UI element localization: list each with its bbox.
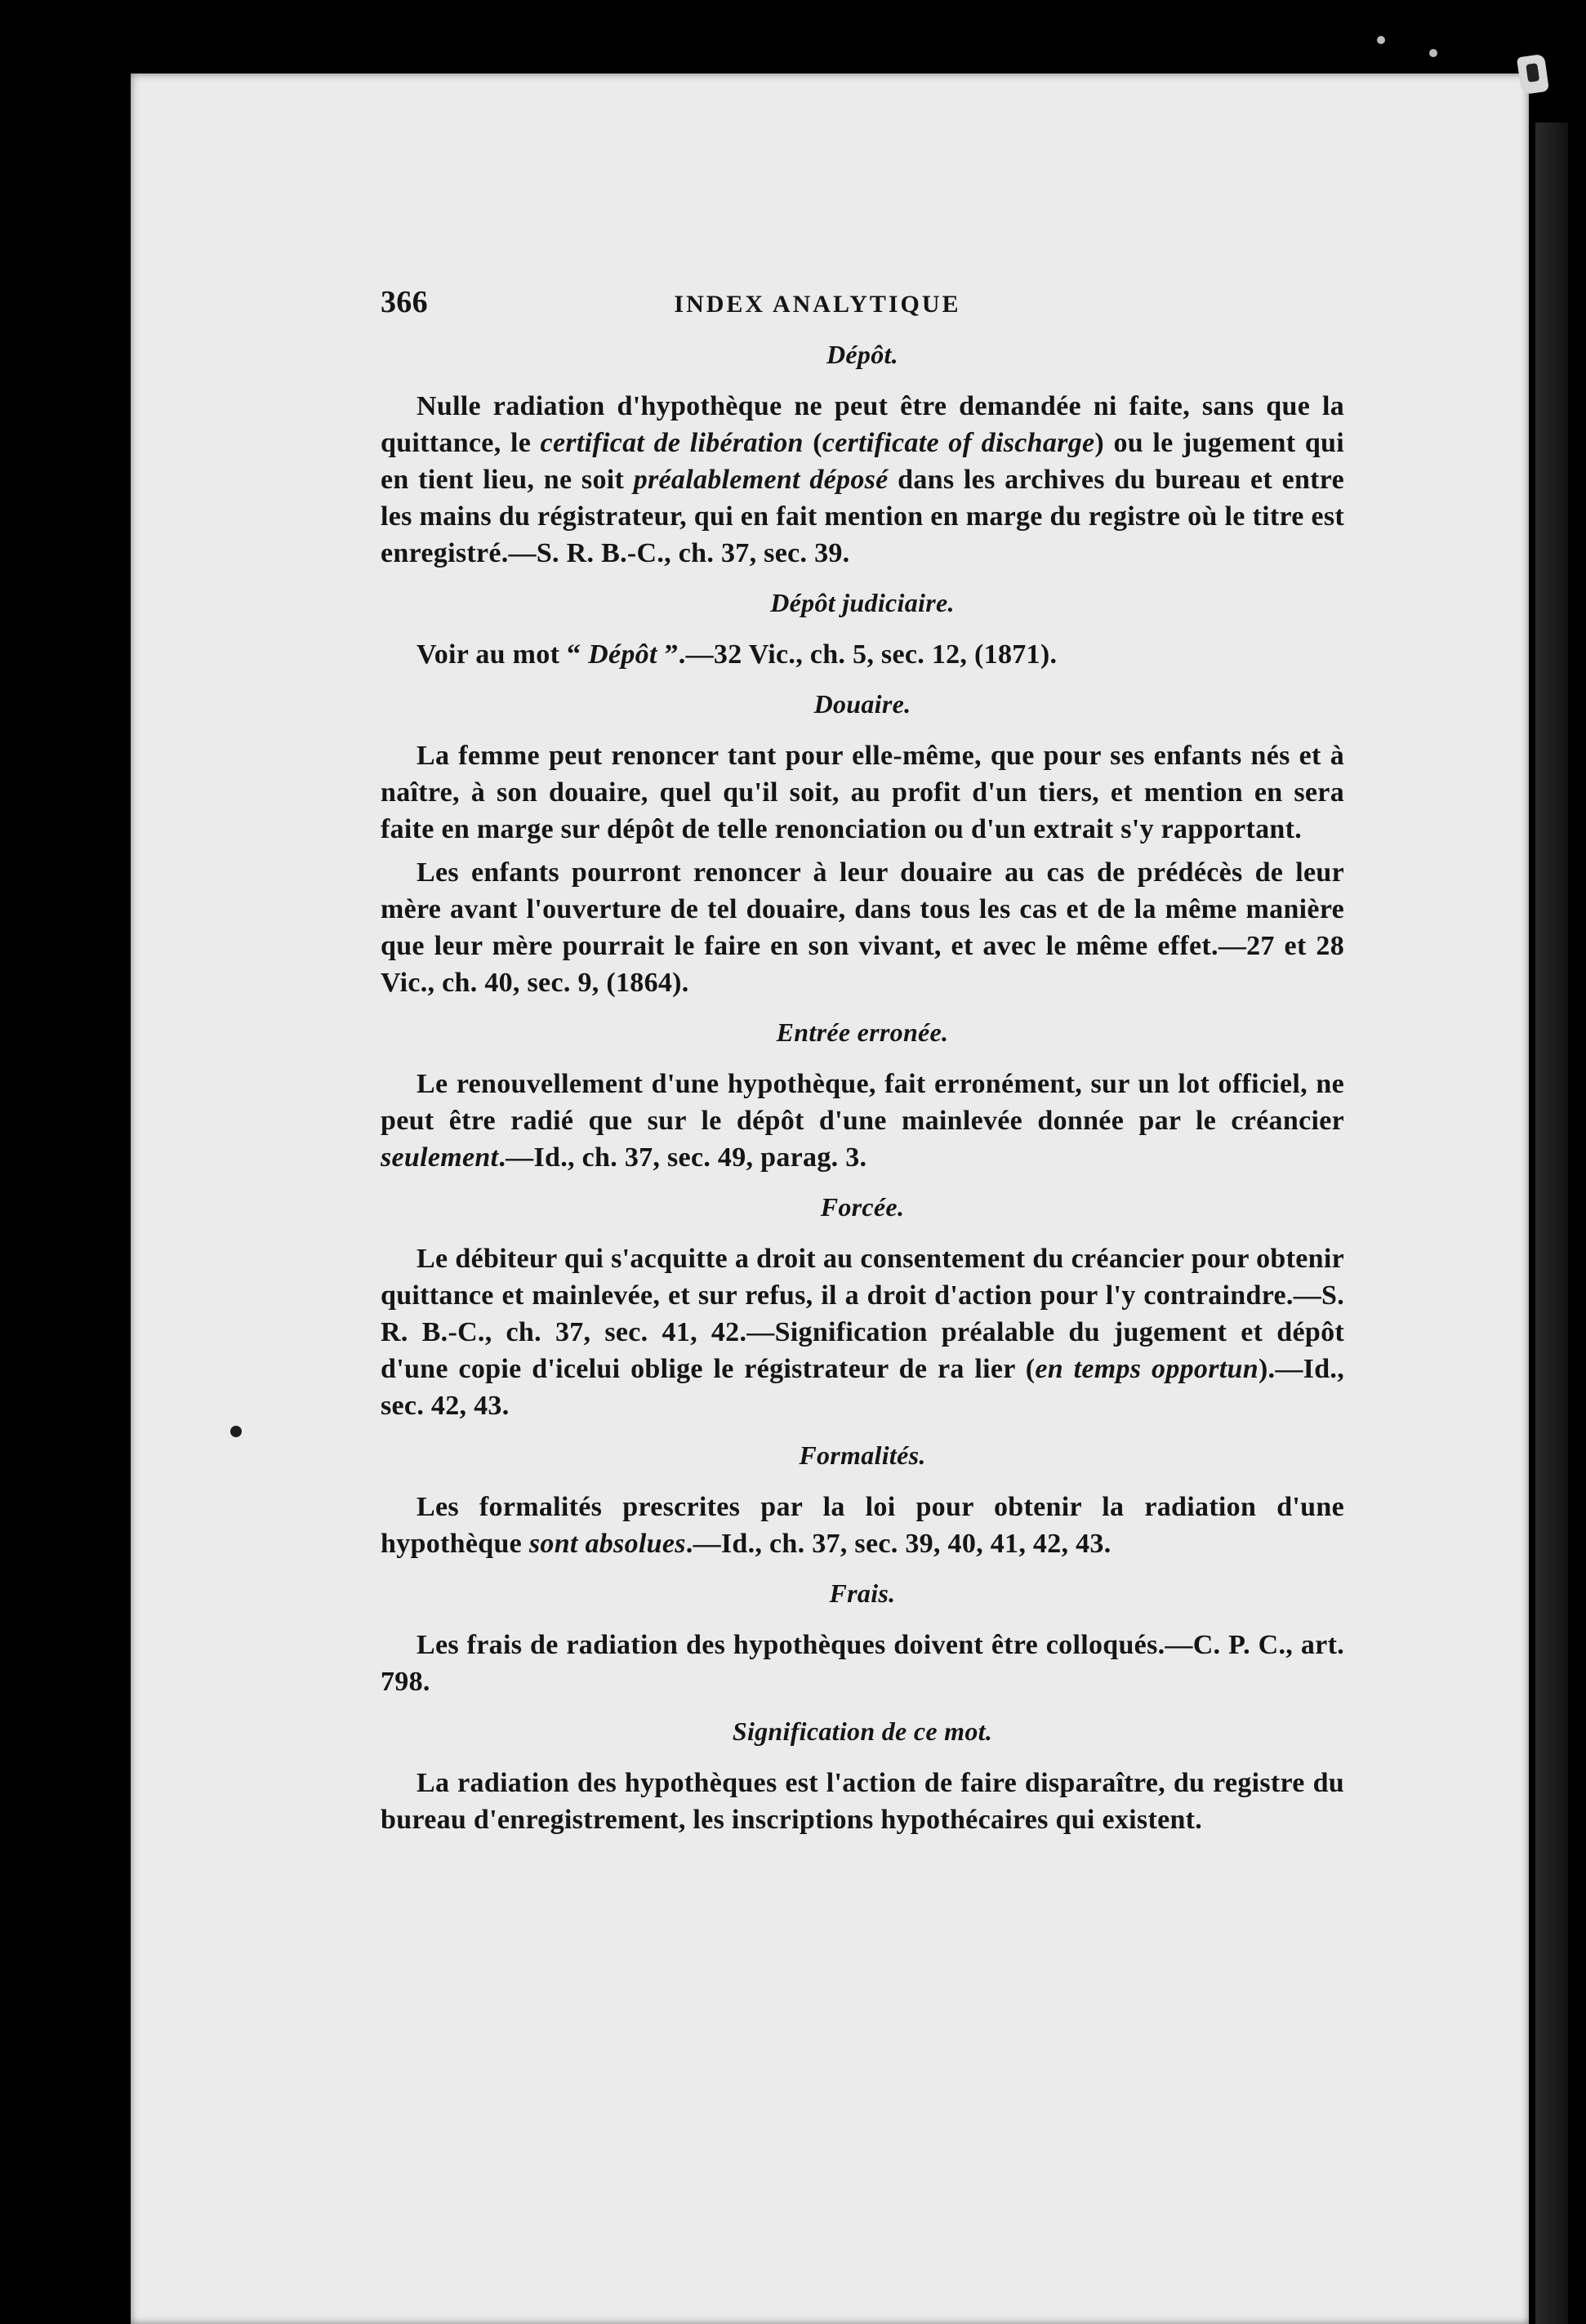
italic-text: Dépôt xyxy=(588,639,657,670)
italic-text: seulement xyxy=(381,1142,499,1173)
section-heading: Dépôt. xyxy=(826,340,898,369)
paragraph-text: Voir au mot “ xyxy=(417,639,589,670)
section-paragraph xyxy=(381,388,1344,572)
italic-text: en temps opportun xyxy=(1035,1354,1259,1384)
book-edge xyxy=(1535,122,1568,2324)
paragraph-text: Les formalités prescrites par la loi pour obtenir la radiation d'une hypothèque xyxy=(381,1492,1344,1559)
paragraph-text: La femme peut renoncer tant pour elle-même, que pour ses enfants nés et à naître, à son douaire, quel qu'il soit, au profit d'un tiers, et mention en sera faite en marge sur dépôt de telle renonciation ou d'un extrait s'y rapportant. xyxy=(381,741,1344,844)
page-header xyxy=(381,284,1344,325)
section-paragraph xyxy=(381,1489,1344,1562)
entries xyxy=(381,336,1344,1838)
section-paragraph xyxy=(381,737,1344,848)
section-paragraph xyxy=(381,854,1344,1001)
running-head: INDEX ANALYTIQUE xyxy=(674,291,961,318)
paragraph-text: Le débiteur qui s'acquitte a droit au consentement du créancier pour obtenir quittance et mainlevée, et sur refus, il a droit d'action pour l'y contraindre.—S. R. B.-C., ch. 37, sec. 41, 42.—Signification préalable du jugement et dépôt d'une copie d'icelui oblige le régistrateur de ra lier ( xyxy=(381,1244,1344,1384)
paragraph-text: ”.—32 Vic., ch. 5, sec. 12, (1871). xyxy=(657,639,1058,670)
paragraph-text: La radiation des hypothèques est l'action de faire disparaître, du registre du bureau d'enregistrement, les inscriptions hypothécaires qui existent. xyxy=(381,1768,1344,1835)
paragraph-text: Les enfants pourront renoncer à leur douaire au cas de prédécès de leur mère avant l'ouverture de tel douaire, dans tous les cas et de la même manière que leur mère pourrait le faire en son vivant, et avec le même effet.—27 et 28 Vic., ch. 40, sec. 9, (1864). xyxy=(381,857,1344,998)
italic-text: sont absolues xyxy=(528,1529,686,1559)
section-heading: Entrée erronée. xyxy=(776,1017,949,1047)
section-paragraph xyxy=(381,1240,1344,1424)
section-paragraph xyxy=(381,1765,1344,1838)
paragraph-text: Nulle radiation d'hypothèque ne peut être demandée ni faite, sans que la quittance, le xyxy=(381,391,1344,458)
speck-icon xyxy=(1377,36,1385,44)
paragraph-text: Les frais de radiation des hypothèques doivent être colloqués.—C. P. C., art. 798. xyxy=(381,1630,1344,1697)
section-paragraph xyxy=(381,1066,1344,1176)
section-heading: Formalités. xyxy=(799,1440,926,1470)
italic-text: préalablement déposé xyxy=(633,465,889,495)
section-paragraph xyxy=(381,636,1344,673)
paragraph-text: ( xyxy=(803,428,822,458)
section-heading: Forcée. xyxy=(820,1192,905,1222)
paragraph-text: ).—Id., sec. 42, 43. xyxy=(381,1354,1345,1421)
paragraph-text: .—Id., ch. 37, sec. 49, parag. 3. xyxy=(498,1142,867,1173)
section-heading: Signification de ce mot. xyxy=(732,1716,993,1746)
italic-text: certificate of discharge xyxy=(822,428,1095,458)
section-heading: Douaire. xyxy=(813,689,911,719)
paragraph-text: .—Id., ch. 37, sec. 39, 40, 41, 42, 43. xyxy=(685,1529,1112,1559)
section-heading: Frais. xyxy=(829,1578,896,1608)
paragraph-text: dans les archives du bureau et entre les mains du régistrateur, qui en fait mention en marge du registre où le titre est enregistré.—S. R. B.-C., ch. 37, sec. 39. xyxy=(381,465,1344,568)
section-paragraph xyxy=(381,1627,1344,1700)
italic-text: certificat de libération xyxy=(540,428,804,458)
paragraph-text: ) ou le jugement qui en tient lieu, ne soit xyxy=(381,428,1344,495)
paragraph-text: Le renouvellement d'une hypothèque, fait erronément, sur un lot officiel, ne peut être radié que sur le dépôt d'une mainlevée donnée par le créancier xyxy=(381,1069,1344,1136)
speck-icon xyxy=(1429,49,1437,57)
page-text xyxy=(381,284,1344,1851)
section-heading: Dépôt judiciaire. xyxy=(770,588,955,617)
corner-tab-icon xyxy=(1517,54,1549,95)
page-number: 366 xyxy=(381,285,428,319)
margin-dot-icon xyxy=(230,1426,242,1437)
